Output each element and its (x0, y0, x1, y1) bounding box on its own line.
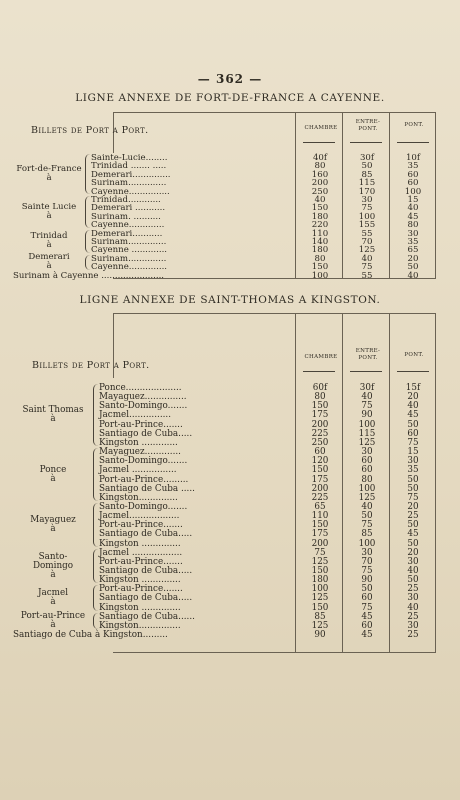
cell-entrepont: 155 (358, 220, 376, 231)
cell-entrepont: 50 (361, 584, 373, 595)
cell-chambre: 85 (314, 611, 326, 622)
cell-pont: 75 (407, 437, 419, 448)
cell-chambre: 180 (311, 245, 329, 256)
cell-pont: 40 (407, 203, 419, 214)
cell-chambre: 150 (311, 602, 329, 613)
cell-pont: 50 (407, 483, 419, 494)
section1-col-pont: PONT. (404, 122, 424, 128)
brace (85, 255, 90, 270)
row-destination: Kingston .............. (99, 538, 181, 549)
row-destination: Surinam. .......... (91, 211, 161, 222)
row-destination: Mayaguez............. (99, 447, 181, 458)
cell-chambre: 250 (311, 186, 329, 197)
section2-body (13, 383, 435, 653)
cell-chambre: 75 (314, 547, 326, 558)
row-destination: Santiago de Cuba à Kingston......... (13, 630, 168, 641)
cell-chambre: 120 (311, 456, 329, 467)
cell-chambre: 40 (314, 195, 326, 205)
row-destination: Sainte-Lucie........ (91, 153, 168, 163)
row-destination: Santiago de Cuba ..... (99, 483, 195, 494)
cell-entrepont: 45 (361, 630, 373, 641)
cell-entrepont: 85 (361, 529, 373, 540)
cell-chambre: 150 (311, 566, 329, 576)
section1-table (13, 112, 435, 281)
row-group-label: Ponce à (39, 464, 67, 484)
row-destination: Mayaguez............... (99, 392, 187, 403)
row-group-label: Fort-de-France à (16, 164, 82, 183)
row-destination: Santiago de Cuba..... (99, 428, 193, 439)
cell-pont: 50 (407, 419, 419, 430)
cell-pont: 45 (407, 410, 419, 421)
cell-pont: 50 (407, 474, 419, 485)
cell-pont: 25 (407, 511, 419, 522)
section1-col-chambre: CHAMBRE (304, 125, 338, 131)
row-destination: Port-au-Prince....... (99, 556, 183, 567)
cell-chambre: 65 (314, 501, 326, 512)
cell-entrepont: 50 (361, 511, 373, 522)
page-number: — 362 — (197, 72, 263, 86)
row-destination: Kingston.............. (99, 492, 178, 503)
section2-col-pont: PONT. (404, 352, 424, 358)
section1-col-entrepont: ENTRE- PONT. (355, 119, 381, 132)
row-destination: Kingston .............. (99, 602, 181, 613)
row-destination: Surinam à Cayenne ....................... (13, 270, 165, 281)
section2-col-entrepont: ENTRE- PONT. (355, 348, 381, 361)
cell-pont: 20 (407, 547, 419, 558)
row-destination: Kingston............... (99, 620, 181, 631)
cell-entrepont: 55 (361, 228, 373, 239)
section1-title: LIGNE ANNEXE DE FORT-DE-FRANCE A CAYENNE. (75, 92, 385, 104)
cell-entrepont: 100 (358, 419, 376, 430)
row-destination: Demerari........... (91, 228, 163, 239)
cell-entrepont: 40 (361, 253, 373, 264)
cell-pont: 40 (407, 566, 419, 576)
cell-chambre: 160 (311, 169, 329, 180)
row-destination: Kingston ............. (99, 437, 178, 448)
brace (93, 384, 98, 446)
row-destination: Port-au-Prince....... (99, 584, 183, 595)
brace (85, 196, 90, 228)
row-destination: Santo-Domingo....... (99, 501, 188, 512)
cell-chambre: 180 (311, 575, 329, 586)
cell-chambre: 250 (311, 437, 329, 448)
row-group-label: Jacmel à (37, 588, 69, 608)
cell-entrepont: 100 (358, 211, 376, 222)
row-destination: Port-au-Prince....... (99, 520, 183, 531)
cell-entrepont: 125 (358, 245, 376, 256)
row-group-label: Demerari à (28, 252, 70, 272)
row-destination: Santiago de Cuba..... (99, 529, 193, 540)
brace (85, 230, 90, 253)
cell-chambre: 175 (311, 410, 329, 421)
row-destination: Jacmel............... (99, 410, 172, 421)
cell-entrepont: 75 (361, 262, 373, 273)
brace (93, 503, 98, 547)
cell-pont: 50 (407, 520, 419, 531)
row-group-label: Saint Thomas à (22, 405, 84, 425)
cell-entrepont: 80 (361, 474, 373, 485)
cell-pont: 50 (407, 538, 419, 549)
brace (85, 154, 90, 194)
cell-chambre: 220 (311, 220, 329, 231)
cell-pont: 20 (407, 392, 419, 403)
row-group-label: Santo- Domingo à (32, 551, 74, 580)
cell-pont: 65 (407, 245, 419, 256)
cell-chambre: 60 (314, 447, 326, 458)
cell-pont: 30 (407, 456, 419, 467)
cell-chambre: 150 (311, 520, 329, 531)
cell-pont: 35 (407, 465, 419, 476)
cell-entrepont: 30f (359, 153, 375, 163)
cell-chambre: 125 (311, 593, 329, 604)
cell-chambre: 80 (314, 161, 326, 172)
section2-title: LIGNE ANNEXE DE SAINT-THOMAS A KINGSTON. (79, 294, 381, 306)
cell-entrepont: 30 (361, 547, 373, 558)
cell-pont: 40 (407, 401, 419, 412)
cell-pont: 100 (404, 186, 422, 197)
cell-chambre: 140 (311, 237, 329, 247)
cell-entrepont: 115 (358, 178, 376, 189)
cell-entrepont: 30 (361, 195, 373, 205)
cell-entrepont: 100 (358, 483, 376, 494)
row-destination: Santo-Domingo....... (99, 401, 188, 412)
cell-chambre: 60f (312, 383, 328, 393)
row-destination: Jacmel ................ (99, 465, 177, 476)
cell-pont: 35 (407, 161, 419, 172)
cell-pont: 10f (405, 153, 421, 163)
row-destination: Santiago de Cuba...... (99, 611, 195, 622)
cell-pont: 75 (407, 492, 419, 503)
section2-header-label: Billets de Port a Port. (32, 360, 150, 371)
row-group-label: Sainte Lucie à (21, 201, 77, 221)
cell-entrepont: 90 (361, 410, 373, 421)
cell-chambre: 150 (311, 262, 329, 273)
cell-pont: 20 (407, 253, 419, 264)
brace (93, 549, 98, 584)
cell-entrepont: 70 (361, 556, 373, 567)
cell-entrepont: 170 (358, 186, 376, 197)
cell-entrepont: 75 (361, 401, 373, 412)
cell-chambre: 150 (311, 203, 329, 214)
brace (93, 448, 98, 501)
cell-pont: 15 (407, 447, 419, 458)
cell-pont: 30 (407, 556, 419, 567)
cell-pont: 50 (407, 575, 419, 586)
cell-chambre: 125 (311, 620, 329, 631)
row-destination: Jacmel .................. (99, 547, 183, 558)
cell-entrepont: 60 (361, 465, 373, 476)
cell-entrepont: 55 (361, 270, 373, 281)
cell-chambre: 200 (311, 483, 329, 494)
row-destination: Santo-Domingo....... (99, 456, 188, 467)
cell-entrepont: 60 (361, 620, 373, 631)
row-group-label: Trinidad à (30, 231, 68, 251)
cell-entrepont: 115 (358, 428, 376, 439)
cell-pont: 15 (407, 195, 419, 205)
cell-entrepont: 100 (358, 538, 376, 549)
section2-col-chambre: CHAMBRE (304, 354, 338, 360)
cell-chambre: 40f (312, 153, 328, 163)
row-destination: Surinam.............. (91, 237, 167, 247)
row-destination: Port-au-Prince....... (99, 419, 183, 430)
cell-entrepont: 50 (361, 161, 373, 172)
cell-pont: 25 (407, 584, 419, 595)
cell-entrepont: 70 (361, 237, 373, 247)
cell-chambre: 80 (314, 392, 326, 403)
row-destination: Trinidad ....... ..... (91, 161, 167, 172)
cell-entrepont: 45 (361, 611, 373, 622)
cell-entrepont: 40 (361, 392, 373, 403)
brace (93, 613, 98, 629)
cell-chambre: 110 (311, 228, 329, 239)
cell-pont: 40 (407, 270, 419, 281)
cell-entrepont: 60 (361, 593, 373, 604)
cell-entrepont: 30f (359, 383, 375, 393)
cell-chambre: 125 (311, 556, 329, 567)
cell-chambre: 110 (311, 511, 329, 522)
cell-pont: 30 (407, 620, 419, 631)
cell-pont: 35 (407, 237, 419, 247)
row-destination: Demerari ........... (91, 203, 166, 214)
cell-chambre: 100 (311, 584, 329, 595)
cell-chambre: 80 (314, 253, 326, 264)
cell-pont: 60 (407, 169, 419, 180)
section1-header-label: Billets de Port a Port. (31, 125, 149, 136)
cell-chambre: 175 (311, 474, 329, 485)
cell-entrepont: 85 (361, 169, 373, 180)
cell-entrepont: 75 (361, 602, 373, 613)
row-destination: Cayenne.............. (91, 262, 168, 273)
cell-pont: 30 (407, 593, 419, 604)
cell-pont: 60 (407, 428, 419, 439)
cell-chambre: 225 (311, 428, 329, 439)
cell-entrepont: 125 (358, 492, 376, 503)
cell-entrepont: 60 (361, 456, 373, 467)
cell-entrepont: 30 (361, 447, 373, 458)
cell-pont: 60 (407, 178, 419, 189)
cell-pont: 45 (407, 211, 419, 222)
cell-pont: 25 (407, 630, 419, 641)
row-destination: Cayenne ............. (91, 245, 168, 256)
cell-pont: 15f (405, 383, 421, 393)
row-destination: Kingston .............. (99, 575, 181, 586)
cell-entrepont: 75 (361, 566, 373, 576)
cell-pont: 80 (407, 220, 419, 231)
row-destination: Surinam.............. (91, 253, 167, 264)
cell-entrepont: 75 (361, 203, 373, 214)
row-destination: Santiago de Cuba..... (99, 593, 193, 604)
row-destination: Surinam.............. (91, 178, 167, 189)
cell-entrepont: 40 (361, 501, 373, 512)
cell-pont: 50 (407, 262, 419, 273)
row-destination: Port-au-Prince......... (99, 474, 189, 485)
section2-table (13, 313, 435, 641)
row-group-label: Port-au-Prince à (20, 610, 86, 630)
cell-entrepont: 90 (361, 575, 373, 586)
row-destination: Demerari.............. (91, 169, 171, 180)
cell-pont: 20 (407, 501, 419, 512)
section1-body (13, 153, 435, 279)
row-group-label: Mayaguez à (30, 514, 76, 534)
cell-chambre: 200 (311, 419, 329, 430)
row-destination: Cayenne............. (91, 220, 165, 231)
row-destination: Trinidad............ (91, 195, 161, 205)
cell-chambre: 150 (311, 401, 329, 412)
cell-chambre: 90 (314, 630, 326, 641)
cell-chambre: 200 (311, 538, 329, 549)
cell-chambre: 200 (311, 178, 329, 189)
row-destination: Ponce.................... (99, 383, 182, 393)
row-destination: Cayenne............... (91, 186, 170, 197)
row-destination: Jacmel.................. (99, 511, 180, 522)
cell-chambre: 150 (311, 465, 329, 476)
cell-entrepont: 75 (361, 520, 373, 531)
cell-chambre: 100 (311, 270, 329, 281)
cell-chambre: 180 (311, 211, 329, 222)
cell-pont: 25 (407, 611, 419, 622)
cell-chambre: 175 (311, 529, 329, 540)
row-destination: Santiago de Cuba..... (99, 566, 193, 576)
cell-pont: 40 (407, 602, 419, 613)
cell-chambre: 225 (311, 492, 329, 503)
cell-entrepont: 125 (358, 437, 376, 448)
cell-pont: 45 (407, 529, 419, 540)
brace (93, 585, 98, 610)
cell-pont: 30 (407, 228, 419, 239)
